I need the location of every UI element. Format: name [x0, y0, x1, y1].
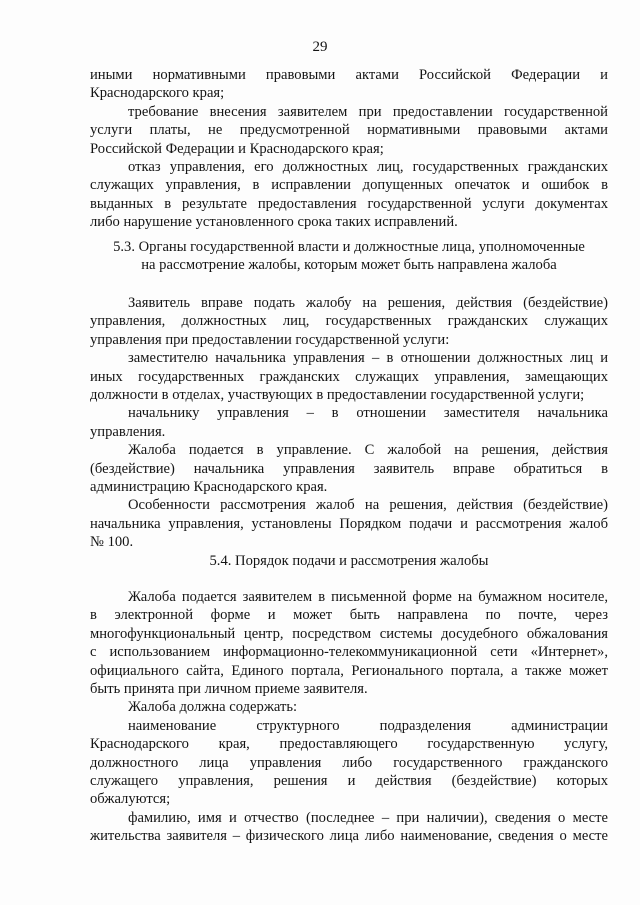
text-line: Краснодарского края; — [90, 85, 225, 102]
text-line: жительства заявителя – физического лица либо наименование, сведения о месте — [90, 828, 608, 845]
text-line: многофункциональный центр, посредством системы досудебного обжалования — [90, 625, 608, 642]
text-line: отказ управления, его должностных лиц, государственных гражданских — [128, 158, 608, 175]
text-line: услуги платы, не предусмотренной нормативными правовыми актами — [90, 122, 608, 139]
text-line: с использованием информационно-телекоммуникационной сети «Интернет», — [90, 644, 608, 661]
text-line: официального сайта, Единого портала, Регионального портала, а также может — [90, 662, 608, 679]
text-line: либо нарушение установленного срока таких исправлений. — [90, 214, 458, 231]
text-line: наименование структурного подразделения администрации — [128, 717, 608, 734]
text-line: Российской Федерации и Краснодарского края; — [90, 140, 384, 157]
text-line: администрацию Краснодарского края. — [90, 478, 328, 495]
section-5-4-body — [90, 588, 608, 845]
heading-line: 5.3. Органы государственной власти и должностные лица, уполномоченные — [113, 239, 585, 255]
text-line: Заявитель вправе подать жалобу на решения, действия (бездействие) — [128, 295, 608, 311]
text-line: управления. — [90, 423, 166, 440]
text-line: начальника управления, установлены Порядком подачи и рассмотрения жалоб — [90, 515, 608, 532]
text-line: (бездействие) начальника управления заявитель вправе обратиться в — [90, 460, 608, 477]
text-line: иными нормативными правовыми актами Российской Федерации и — [90, 67, 608, 83]
text-line: иных государственных гражданских служащих управления, замещающих — [90, 368, 608, 385]
text-line: управления, должностных лиц, государственных гражданских служащих — [90, 313, 608, 330]
text-line: обжалуются; — [90, 791, 171, 808]
text-line: служащего управления, решения и действия (бездействие) которых — [90, 772, 608, 789]
text-line: фамилию, имя и отчество (последнее – при наличии), сведения о месте — [128, 809, 608, 826]
text-line: должностного лица управления либо государственного гражданского — [90, 754, 608, 771]
text-line: выданных в результате предоставления государственной услуги документах — [90, 195, 608, 212]
text-line: требование внесения заявителем при предоставлении государственной — [128, 103, 608, 120]
text-line: Особенности рассмотрения жалоб на решения, действия (бездействие) — [128, 497, 608, 514]
text-line: служащих управления, в исправлении допущенных опечаток и ошибок в — [90, 177, 608, 194]
text-line: управления при предоставлении государственной услуги: — [90, 331, 450, 348]
text-line: Жалоба должна содержать: — [128, 699, 298, 716]
text-line: должности в отделах, участвующих в предоставлении государственной услуги; — [90, 386, 585, 403]
section-heading-5-4 — [90, 552, 608, 570]
text-line: Жалоба подается в управление. С жалобой на решения, действия — [128, 442, 608, 459]
page-number: 29 — [312, 39, 328, 55]
text-line: начальнику управления – в отношении заместителя начальника — [128, 405, 608, 422]
heading-line: 5.4. Порядок подачи и рассмотрения жалобы — [209, 553, 489, 569]
top-paragraphs — [90, 66, 608, 232]
text-line: Краснодарского края, предоставляющего государственную услугу, — [90, 736, 608, 753]
text-line: № 100. — [90, 534, 134, 551]
text-line: в электронной форме и может быть направлена по почте, через — [90, 607, 608, 624]
text-line: быть принята при личном приеме заявителя. — [90, 680, 368, 697]
text-line: Жалоба подается заявителем в письменной форме на бумажном носителе, — [128, 589, 608, 605]
text-line: заместителю начальника управления – в отношении должностных лиц и — [128, 350, 608, 367]
section-heading-5-3 — [90, 238, 608, 275]
section-5-3-body — [90, 294, 608, 551]
heading-line: на рассмотрение жалобы, которым может быть направлена жалоба — [141, 257, 557, 274]
